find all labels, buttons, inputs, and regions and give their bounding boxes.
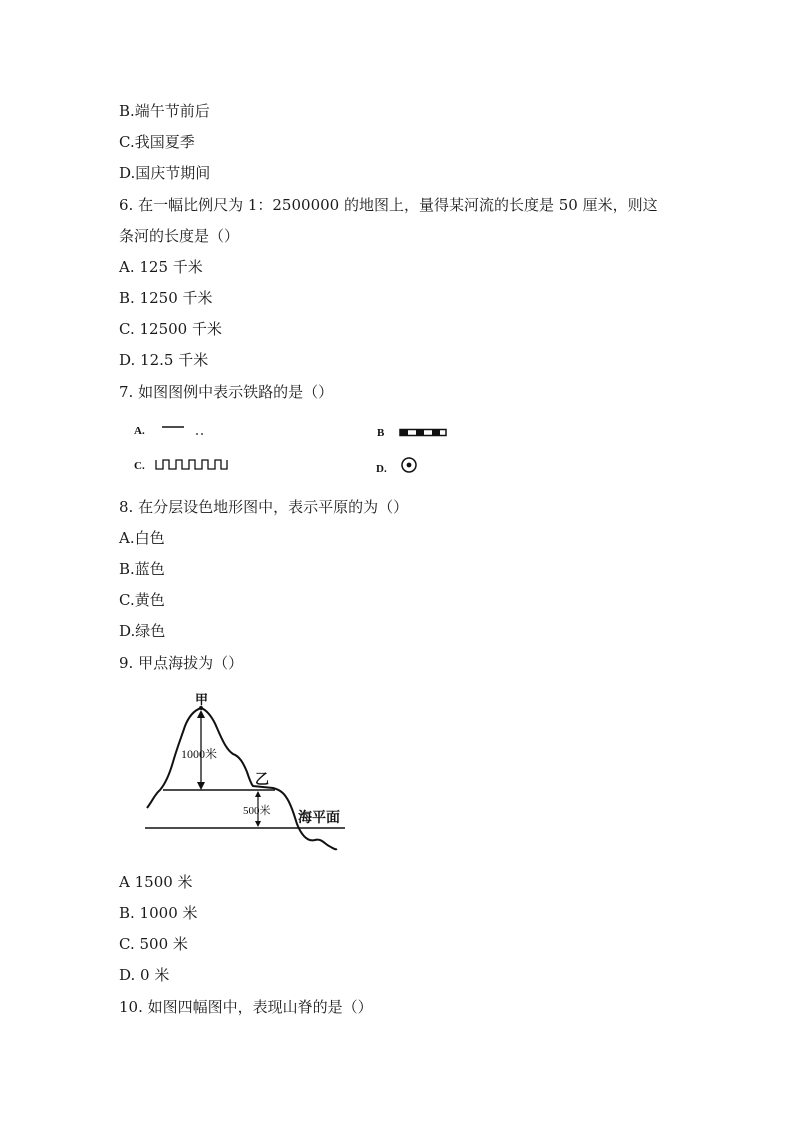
legend-c-label: C. xyxy=(134,460,145,472)
q6-option-a: A. 125 千米 xyxy=(119,258,203,276)
legend-b-label: B xyxy=(377,427,385,439)
option-c-summer: C.我国夏季 xyxy=(119,133,195,151)
question-9: 9. 甲点海拔为（） xyxy=(119,654,244,672)
q9-mountain-profile xyxy=(145,690,370,860)
q9-option-d: D. 0 米 xyxy=(119,966,170,984)
q9-option-c: C. 500 米 xyxy=(119,935,188,953)
q9-option-b: B. 1000 米 xyxy=(119,904,198,922)
legend-b-railway-symbol xyxy=(399,427,449,439)
q6-option-d: D. 12.5 千米 xyxy=(119,351,209,369)
q6-option-c: C. 12500 千米 xyxy=(119,320,222,338)
legend-d-label: D. xyxy=(376,463,387,475)
option-b-dragon-boat: B.端午节前后 xyxy=(119,102,210,120)
question-6-line-1: 6. 在一幅比例尺为 1：2500000 的地图上，量得某河流的长度是 50 厘米，则这 xyxy=(119,196,658,214)
q6-option-b: B. 1250 千米 xyxy=(119,289,213,307)
question-7: 7. 如图图例中表示铁路的是（） xyxy=(119,383,334,401)
option-d-national-day: D.国庆节期间 xyxy=(119,164,211,182)
height-label-500: 500米 xyxy=(243,805,271,817)
sea-level-label: 海平面 xyxy=(298,810,340,826)
question-6-line-2: 条河的长度是（） xyxy=(119,227,240,245)
peak-label-jia: 甲 xyxy=(195,693,209,708)
question-10: 10. 如图四幅图中，表现山脊的是（） xyxy=(119,998,373,1016)
legend-a-label: A. xyxy=(134,425,145,437)
legend-a-symbol xyxy=(160,424,210,438)
q8-option-d: D.绿色 xyxy=(119,622,166,640)
q8-option-c: C.黄色 xyxy=(119,591,165,609)
legend-d-city-icon xyxy=(398,455,420,475)
question-8: 8. 在分层设色地形图中，表示平原的为（） xyxy=(119,498,409,516)
height-label-1000: 1000米 xyxy=(181,747,218,761)
legend-c-wall-symbol xyxy=(155,457,233,473)
q8-option-b: B.蓝色 xyxy=(119,560,165,578)
q9-option-a: A 1500 米 xyxy=(119,873,193,891)
q8-option-a: A.白色 xyxy=(119,529,165,547)
point-label-yi: 乙 xyxy=(255,772,269,788)
